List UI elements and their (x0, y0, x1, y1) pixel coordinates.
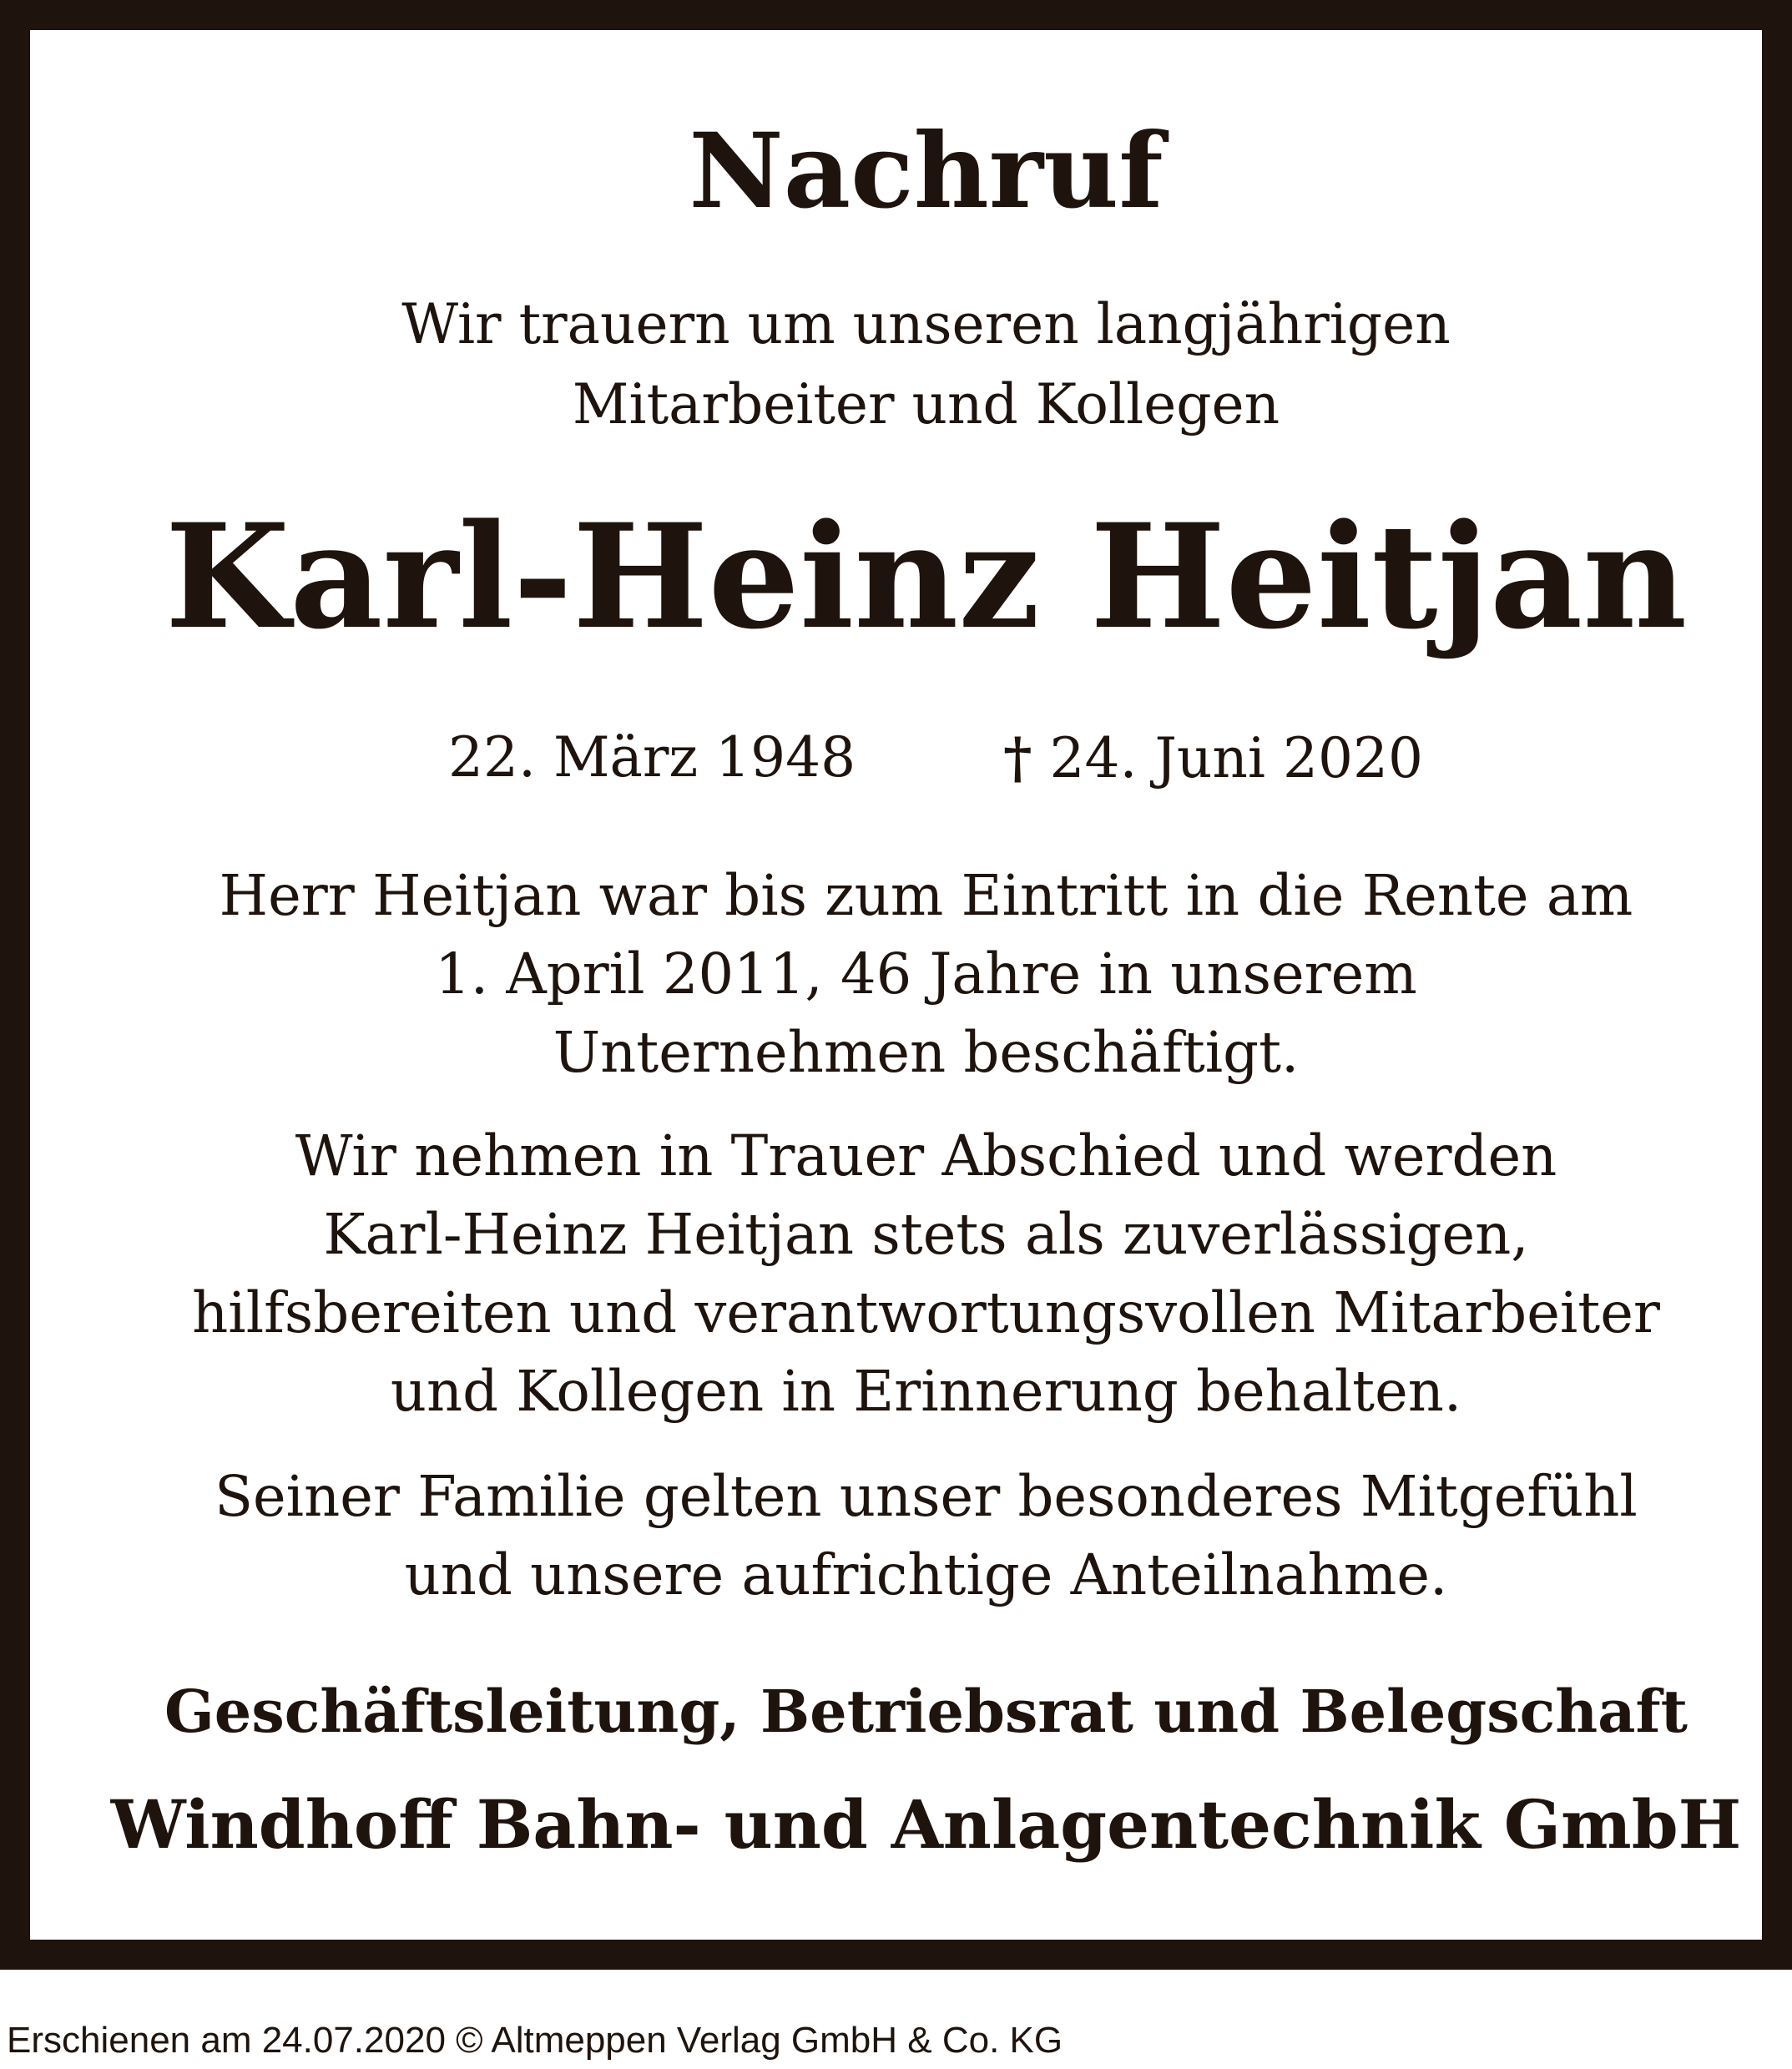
paragraph-3-line-2: und unsere aufrichtige Anteilnahme. (404, 1542, 1448, 1607)
cross-icon: † (1003, 725, 1032, 790)
intro-line-1: Wir trauern um unseren langjährigen (401, 292, 1451, 356)
birth-date: 22. März 1948 (448, 725, 856, 790)
intro-line-2: Mitarbeiter und Kollegen (572, 372, 1280, 437)
paragraph-2-line-1: Wir nehmen in Trauer Abschied und werden (295, 1123, 1557, 1188)
death-date: 24. Juni 2020 (1049, 726, 1423, 790)
paragraph-1-line-1: Herr Heitjan war bis zum Eintritt in die Rente am (219, 863, 1633, 928)
signature: Geschäftsleitung, Betriebsrat und Belegschaft (164, 1677, 1688, 1746)
obituary-title: Nachruf (689, 111, 1164, 232)
deceased-name: Karl-Heinz Heitjan (164, 492, 1688, 661)
paragraph-2-line-4: und Kollegen in Erinnerung behalten. (390, 1359, 1462, 1424)
publication-footer: Erschienen am 24.07.2020 © Altmeppen Verlag GmbH & Co. KG (7, 2020, 1063, 2061)
paragraph-1-line-3: Unternehmen beschäftigt. (553, 1020, 1300, 1085)
company-name: Windhoff Bahn- und Anlagentechnik GmbH (110, 1785, 1742, 1864)
paragraph-2-line-3: hilfsbereiten und verantwortungsvollen Mitarbeiter (192, 1280, 1660, 1345)
paragraph-3-line-1: Seiner Familie gelten unser besonderes Mitgefühl (215, 1464, 1638, 1529)
paragraph-1-line-2: 1. April 2011, 46 Jahre in unserem (435, 941, 1417, 1007)
paragraph-2-line-2: Karl-Heinz Heitjan stets als zuverlässigen, (323, 1202, 1529, 1267)
death-date-group (1003, 724, 1423, 792)
